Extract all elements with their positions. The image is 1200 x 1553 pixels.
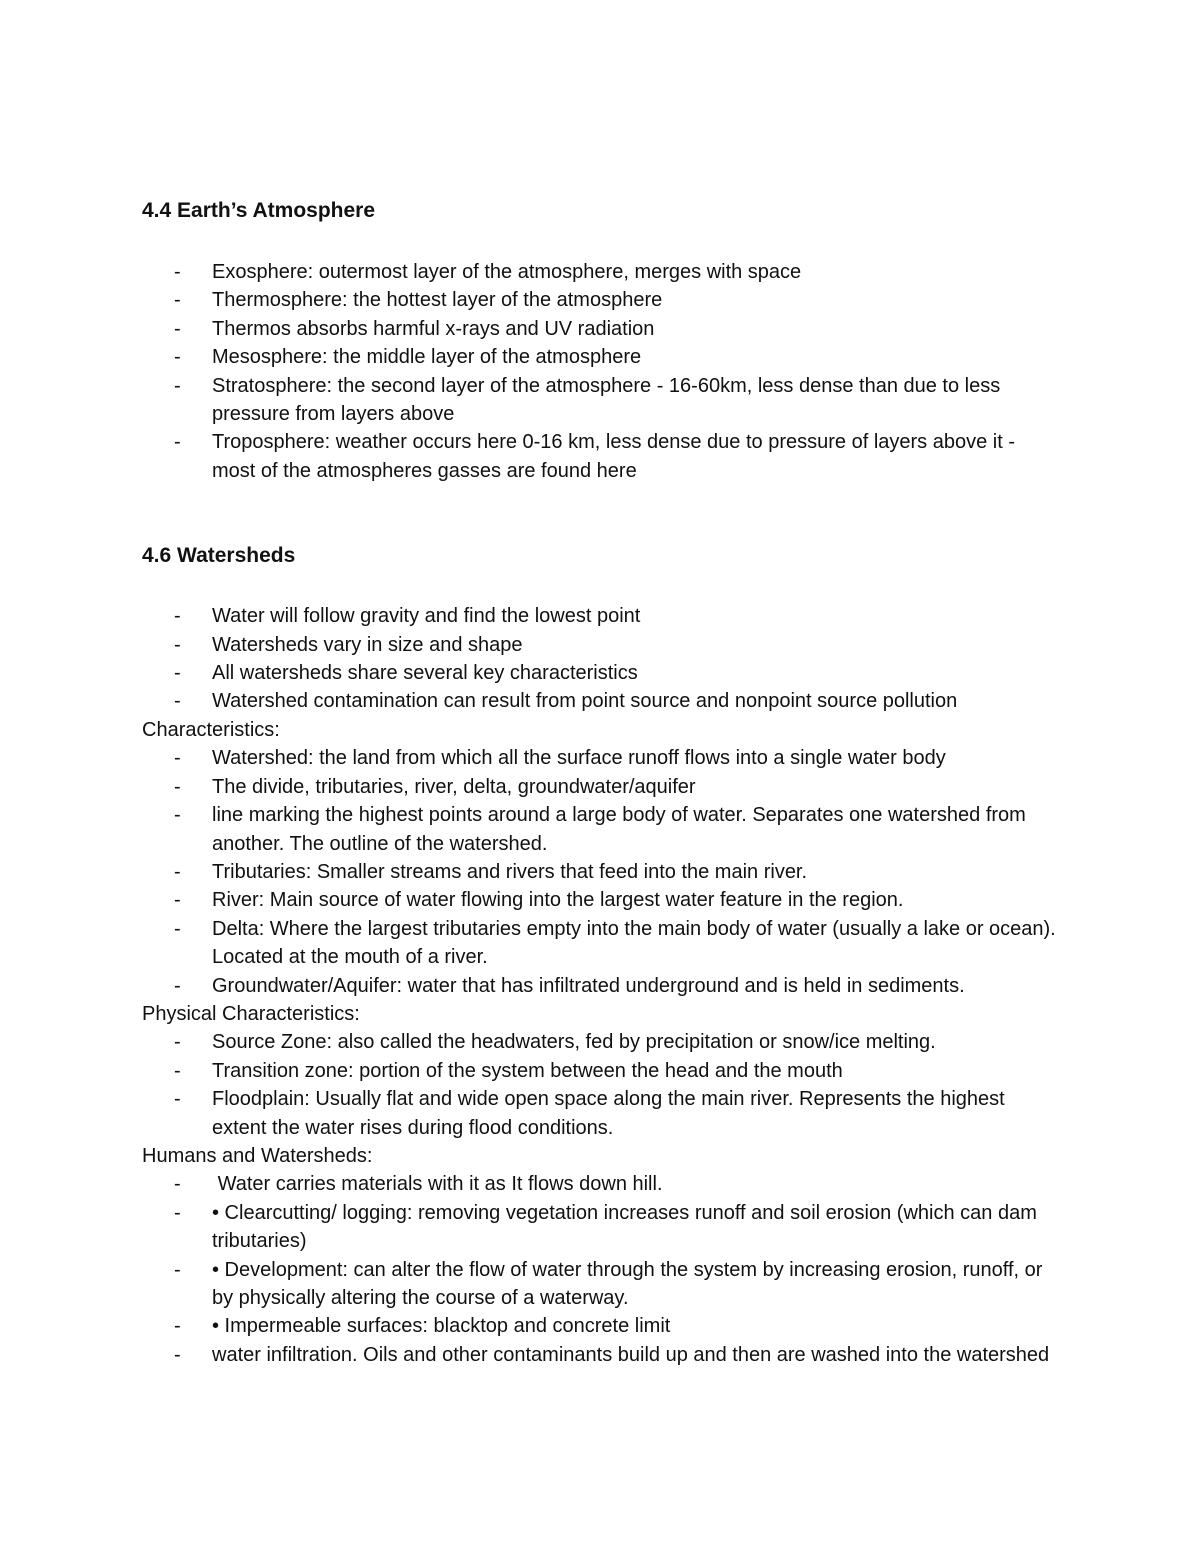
dash-bullet: - bbox=[174, 690, 181, 713]
list-item-text: Watershed: the land from which all the surface runoff flows into a single water body bbox=[212, 747, 946, 770]
dash-bullet: - bbox=[174, 633, 181, 656]
characteristics-label: Characteristics: bbox=[142, 718, 280, 741]
list-item-text: Water carries materials with it as It flows down hill. bbox=[212, 1173, 663, 1196]
list-item bbox=[142, 972, 1062, 1000]
list-item bbox=[142, 801, 1062, 858]
list-item-text: Thermosphere: the hottest layer of the atmosphere bbox=[212, 289, 663, 312]
list-item-text: Delta: Where the largest tributaries empty into the main body of water (usually a lake or ocean). Located at the mouth of a river. bbox=[212, 917, 1056, 969]
section-earths-atmosphere bbox=[142, 196, 1062, 485]
list-item-text: Watershed contamination can result from point source and nonpoint source pollution bbox=[212, 690, 958, 713]
characteristics-list bbox=[142, 744, 1062, 1000]
list-item bbox=[142, 744, 1062, 772]
list-item bbox=[142, 1170, 1062, 1198]
dash-bullet: - bbox=[174, 431, 181, 454]
list-item bbox=[142, 659, 1062, 687]
list-item bbox=[142, 315, 1062, 343]
list-item bbox=[142, 258, 1062, 286]
physical-characteristics-label: Physical Characteristics: bbox=[142, 1002, 360, 1025]
list-item bbox=[142, 631, 1062, 659]
dash-bullet: - bbox=[174, 1031, 181, 1054]
dash-bullet: - bbox=[174, 860, 181, 883]
list-item bbox=[142, 343, 1062, 371]
dash-bullet: - bbox=[174, 1258, 181, 1281]
list-item-text: Exosphere: outermost layer of the atmosphere, merges with space bbox=[212, 261, 802, 283]
list-item-text: Source Zone: also called the headwaters, fed by precipitation or snow/ice melting. bbox=[212, 1031, 936, 1054]
list-item-text: Watersheds vary in size and shape bbox=[212, 633, 523, 656]
list-item-text: Water will follow gravity and find the lowest point bbox=[212, 605, 641, 628]
humans-and-watersheds-list bbox=[142, 1170, 1062, 1369]
list-item-text: Tributaries: Smaller streams and rivers that feed into the main river. bbox=[212, 860, 808, 883]
list-item-text: • Clearcutting/ logging: removing vegetation increases runoff and soil erosion (which can dam tributaries) bbox=[212, 1201, 1037, 1253]
humans-and-watersheds-label: Humans and Watersheds: bbox=[142, 1144, 373, 1167]
list-item-text: River: Main source of water flowing into the largest water feature in the region. bbox=[212, 889, 904, 912]
list-item-text: Troposphere: weather occurs here 0-16 km, less dense due to pressure of layers above it - most of the atmospheres gasses are found here bbox=[212, 431, 1015, 482]
dash-bullet: - bbox=[174, 317, 181, 340]
list-item bbox=[142, 428, 1062, 485]
list-item-text: • Impermeable surfaces: blacktop and concrete limit bbox=[212, 1315, 671, 1338]
section-heading: 4.4 Earth’s Atmosphere bbox=[142, 199, 376, 222]
list-item-text: The divide, tributaries, river, delta, groundwater/aquifer bbox=[212, 775, 696, 798]
list-item-text: Transition zone: portion of the system between the head and the mouth bbox=[212, 1059, 843, 1082]
list-item bbox=[142, 286, 1062, 314]
list-item bbox=[142, 1256, 1062, 1313]
list-item bbox=[142, 687, 1062, 715]
list-item-text: line marking the highest points around a large body of water. Separates one watershed from another. The outline of the watershed. bbox=[212, 804, 1026, 855]
list-item bbox=[142, 1085, 1062, 1142]
list-item bbox=[142, 1057, 1062, 1085]
section-watersheds bbox=[142, 541, 1062, 1369]
list-item bbox=[142, 858, 1062, 886]
dash-bullet: - bbox=[174, 1059, 181, 1082]
dash-bullet: - bbox=[174, 1201, 181, 1224]
list-item-text: Groundwater/Aquifer: water that has infiltrated underground and is held in sediments. bbox=[212, 974, 965, 997]
list-item bbox=[142, 372, 1062, 429]
physical-characteristics-list bbox=[142, 1028, 1062, 1142]
section-heading: 4.6 Watersheds bbox=[142, 544, 296, 568]
dash-bullet: - bbox=[174, 889, 181, 912]
document-content bbox=[142, 196, 1062, 1369]
list-item-text: All watersheds share several key characteristics bbox=[212, 662, 638, 685]
list-item-text: Thermos absorbs harmful x-rays and UV radiation bbox=[212, 317, 655, 340]
list-item bbox=[142, 915, 1062, 972]
list-item-text: Mesosphere: the middle layer of the atmosphere bbox=[212, 346, 642, 369]
dash-bullet: - bbox=[174, 1315, 181, 1338]
dash-bullet: - bbox=[174, 374, 181, 397]
dash-bullet: - bbox=[174, 775, 181, 798]
dash-bullet: - bbox=[174, 747, 181, 770]
watersheds-intro-list bbox=[142, 602, 1062, 716]
list-item bbox=[142, 773, 1062, 801]
dash-bullet: - bbox=[174, 346, 181, 369]
list-item-text: water infiltration. Oils and other contaminants build up and then are washed into the watershed bbox=[212, 1343, 1050, 1366]
dash-bullet: - bbox=[174, 1343, 181, 1366]
dash-bullet: - bbox=[174, 1173, 181, 1196]
list-item-text: • Development: can alter the flow of water through the system by increasing erosion, runoff, or by physically altering the course of a waterway. bbox=[212, 1258, 1043, 1309]
list-item bbox=[142, 1341, 1062, 1369]
atmosphere-list bbox=[142, 258, 1062, 485]
dash-bullet: - bbox=[174, 261, 181, 283]
dash-bullet: - bbox=[174, 974, 181, 997]
list-item bbox=[142, 1199, 1062, 1256]
dash-bullet: - bbox=[174, 917, 181, 940]
list-item bbox=[142, 1028, 1062, 1056]
list-item bbox=[142, 886, 1062, 914]
list-item-text: Floodplain: Usually flat and wide open space along the main river. Represents the highest extent the water rises during flood conditions. bbox=[212, 1088, 1005, 1139]
list-item bbox=[142, 1312, 1062, 1340]
list-item bbox=[142, 602, 1062, 630]
dash-bullet: - bbox=[174, 662, 181, 685]
list-item-text: Stratosphere: the second layer of the atmosphere - 16-60km, less dense than due to less pressure from layers above bbox=[212, 374, 1001, 426]
dash-bullet: - bbox=[174, 605, 181, 628]
dash-bullet: - bbox=[174, 1088, 181, 1111]
dash-bullet: - bbox=[174, 804, 181, 827]
dash-bullet: - bbox=[174, 289, 181, 312]
